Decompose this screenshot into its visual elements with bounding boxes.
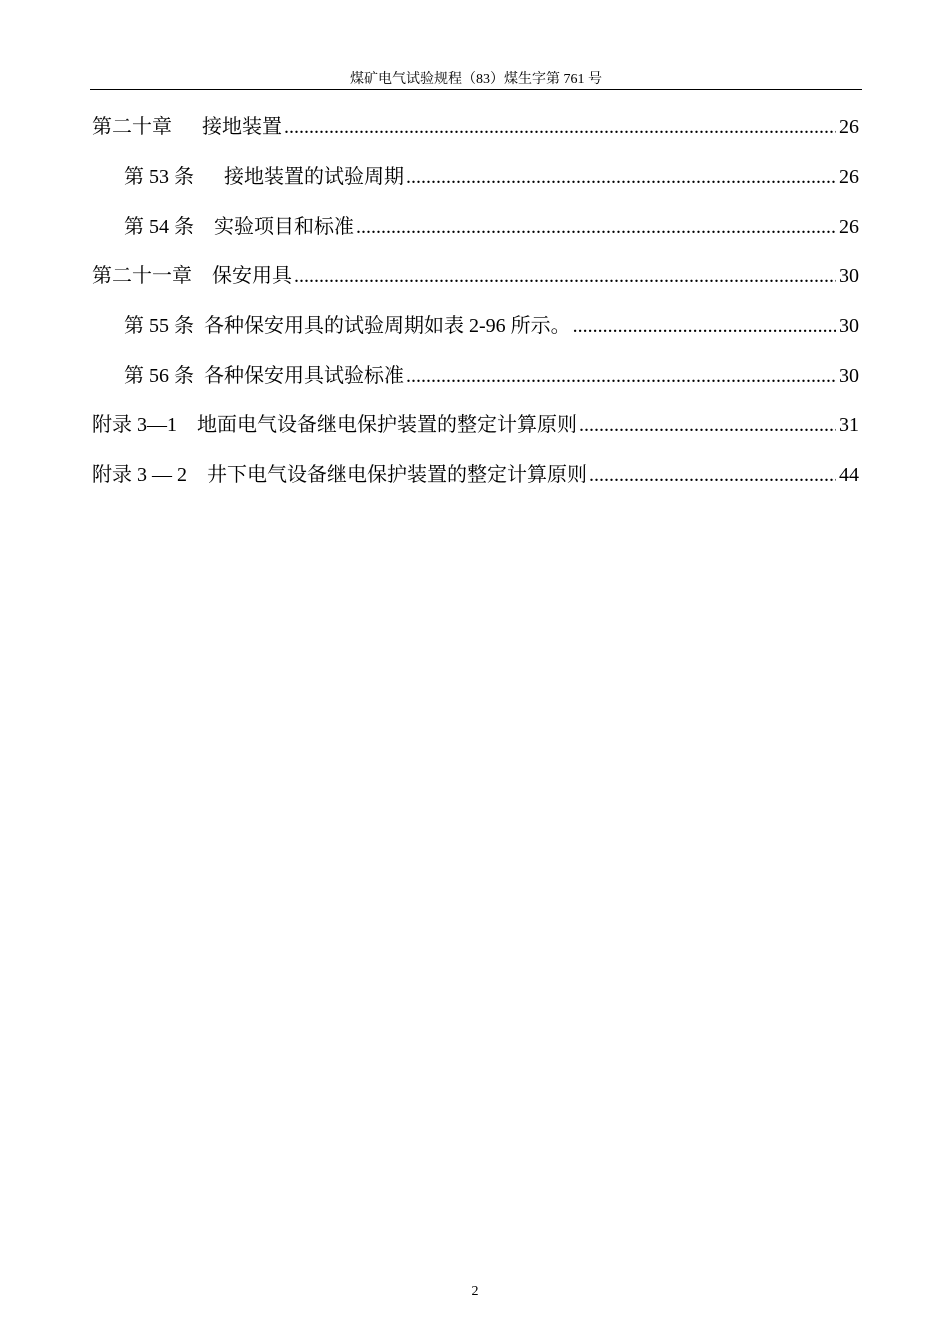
toc-entry-label: 第 54 条 实验项目和标准 xyxy=(124,216,354,238)
toc-entry-label: 第 55 条 各种保安用具的试验周期如表 2-96 所示。 xyxy=(124,315,571,337)
toc-entry-page: 26 xyxy=(839,166,859,188)
toc-entry-label: 第 56 条 各种保安用具试验标准 xyxy=(124,365,404,387)
toc-entry[interactable] xyxy=(124,311,859,341)
page-number: 2 xyxy=(471,1284,479,1299)
toc-entry[interactable] xyxy=(124,212,859,242)
toc-entry-page: 30 xyxy=(839,365,859,387)
toc-entry-label: 附录 3 — 2 井下电气设备继电保护装置的整定计算原则 xyxy=(92,464,587,486)
toc-entry-page: 30 xyxy=(839,265,859,287)
dot-leader xyxy=(294,261,836,291)
toc-entry-label: 第二十一章 保安用具 xyxy=(92,265,292,287)
header-divider xyxy=(90,89,862,90)
toc-entry[interactable] xyxy=(92,261,859,291)
toc-entry[interactable] xyxy=(124,361,859,391)
toc-entry[interactable] xyxy=(92,410,859,440)
toc-entry-page: 44 xyxy=(839,464,859,486)
toc-entry-page: 26 xyxy=(839,216,859,238)
dot-leader xyxy=(589,460,836,490)
dot-leader xyxy=(356,212,836,242)
toc-entry-page: 26 xyxy=(839,116,859,138)
toc-entry-page: 31 xyxy=(839,414,859,436)
dot-leader xyxy=(406,162,836,192)
dot-leader xyxy=(573,311,836,341)
dot-leader xyxy=(579,410,836,440)
toc-entry-label: 第 53 条 接地装置的试验周期 xyxy=(124,166,404,188)
toc-entry[interactable] xyxy=(92,460,859,490)
toc-entry-page: 30 xyxy=(839,315,859,337)
dot-leader xyxy=(406,361,836,391)
running-header: 煤矿电气试验规程（83）煤生字第 761 号 xyxy=(350,72,602,87)
toc-entry-label: 第二十章 接地装置 xyxy=(92,116,282,138)
toc-entry-label: 附录 3—1 地面电气设备继电保护装置的整定计算原则 xyxy=(92,414,577,436)
toc-entry[interactable] xyxy=(124,162,859,192)
toc-entry[interactable] xyxy=(92,112,859,142)
dot-leader xyxy=(284,112,836,142)
